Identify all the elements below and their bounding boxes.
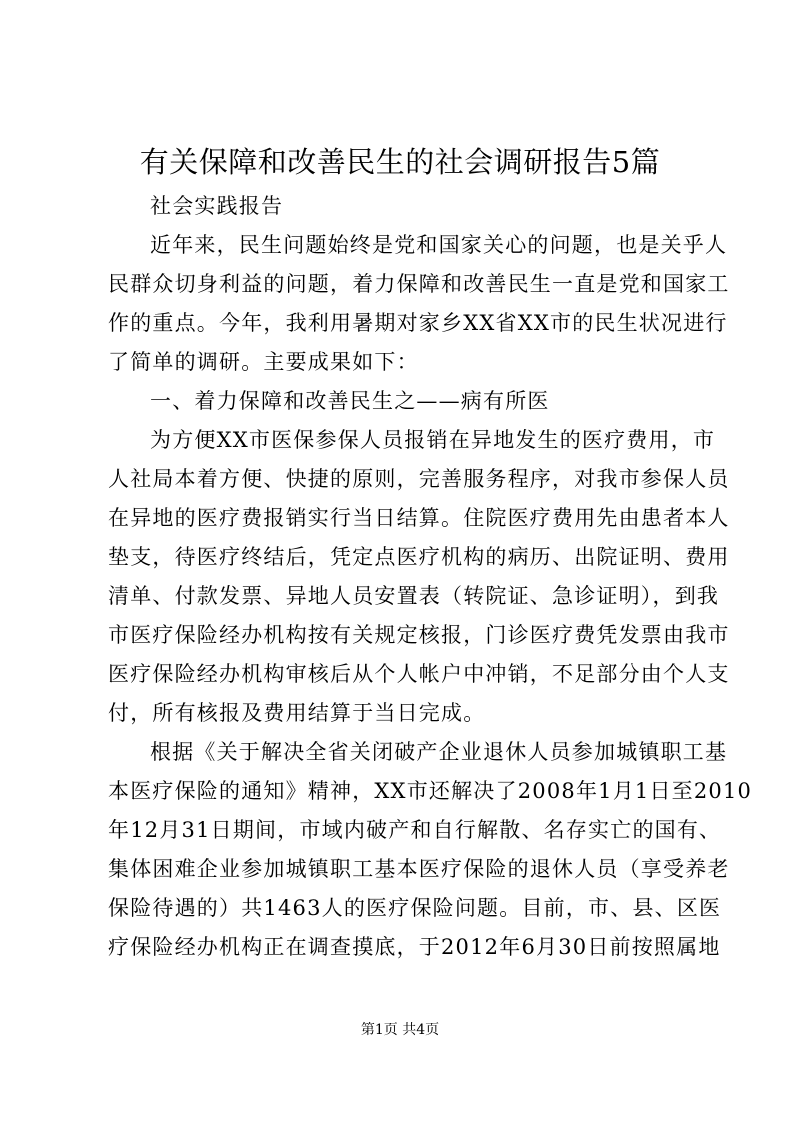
text-line: 市医疗保险经办机构按有关规定核报，门诊医疗费凭发票由我市 — [108, 623, 730, 647]
text-line: 本医疗保险的通知》精神，XX市还解决了2008年1月1日至2010 — [108, 779, 753, 803]
text-line: 社会实践报告 — [150, 194, 284, 218]
paragraph-intro — [108, 226, 730, 382]
text-line: 医疗保险经办机构审核后从个人帐户中冲销，不足部分由个人支 — [108, 662, 730, 686]
text-line: 作的重点。今年，我利用暑期对家乡XX省XX市的民生状况进行 — [108, 311, 728, 335]
text-line: 集体困难企业参加城镇职工基本医疗保险的退休人员（享受养老 — [108, 857, 730, 881]
text-line: 付，所有核报及费用结算于当日完成。 — [108, 701, 486, 725]
paragraph-retirees — [108, 733, 753, 967]
text-line: 为方便XX市医保参保人员报销在异地发生的医疗费用，市 — [150, 428, 716, 452]
text-line: 清单、付款发票、异地人员安置表（转院证、急诊证明），到我 — [108, 584, 720, 608]
text-line: 民群众切身利益的问题，着力保障和改善民生一直是党和国家工 — [108, 272, 730, 296]
text-line: 垫支，待医疗终结后，凭定点医疗机构的病历、出院证明、费用 — [108, 545, 730, 569]
document-body — [108, 187, 753, 967]
text-line: 了简单的调研。主要成果如下： — [108, 350, 419, 374]
text-line: 一、着力保障和改善民生之——病有所医 — [150, 389, 550, 413]
section-heading — [108, 382, 698, 421]
text-line: 疗保险经办机构正在调查摸底，于2012年6月30日前按照属地 — [108, 935, 721, 959]
paragraph-subtitle — [108, 187, 698, 226]
document-title: 有关保障和改善民生的社会调研报告5篇 — [139, 145, 661, 179]
text-line: 年12月31日期间，市域内破产和自行解散、名存实亡的国有、 — [108, 818, 722, 842]
text-line: 在异地的医疗费报销实行当日结算。住院医疗费用先由患者本人 — [108, 506, 730, 530]
text-line: 保险待遇的）共1463人的医疗保险问题。目前，市、县、区医 — [108, 896, 722, 920]
text-line: 根据《关于解决全省关闭破产企业退休人员参加城镇职工基 — [150, 740, 728, 764]
text-line: 人社局本着方便、快捷的原则，完善服务程序，对我市参保人员 — [108, 467, 730, 491]
paragraph-reimbursement — [108, 421, 730, 733]
page-footer: 第1页 共4页 — [360, 1022, 440, 1038]
text-line: 近年来，民生问题始终是党和国家关心的问题，也是关乎人 — [150, 233, 728, 257]
